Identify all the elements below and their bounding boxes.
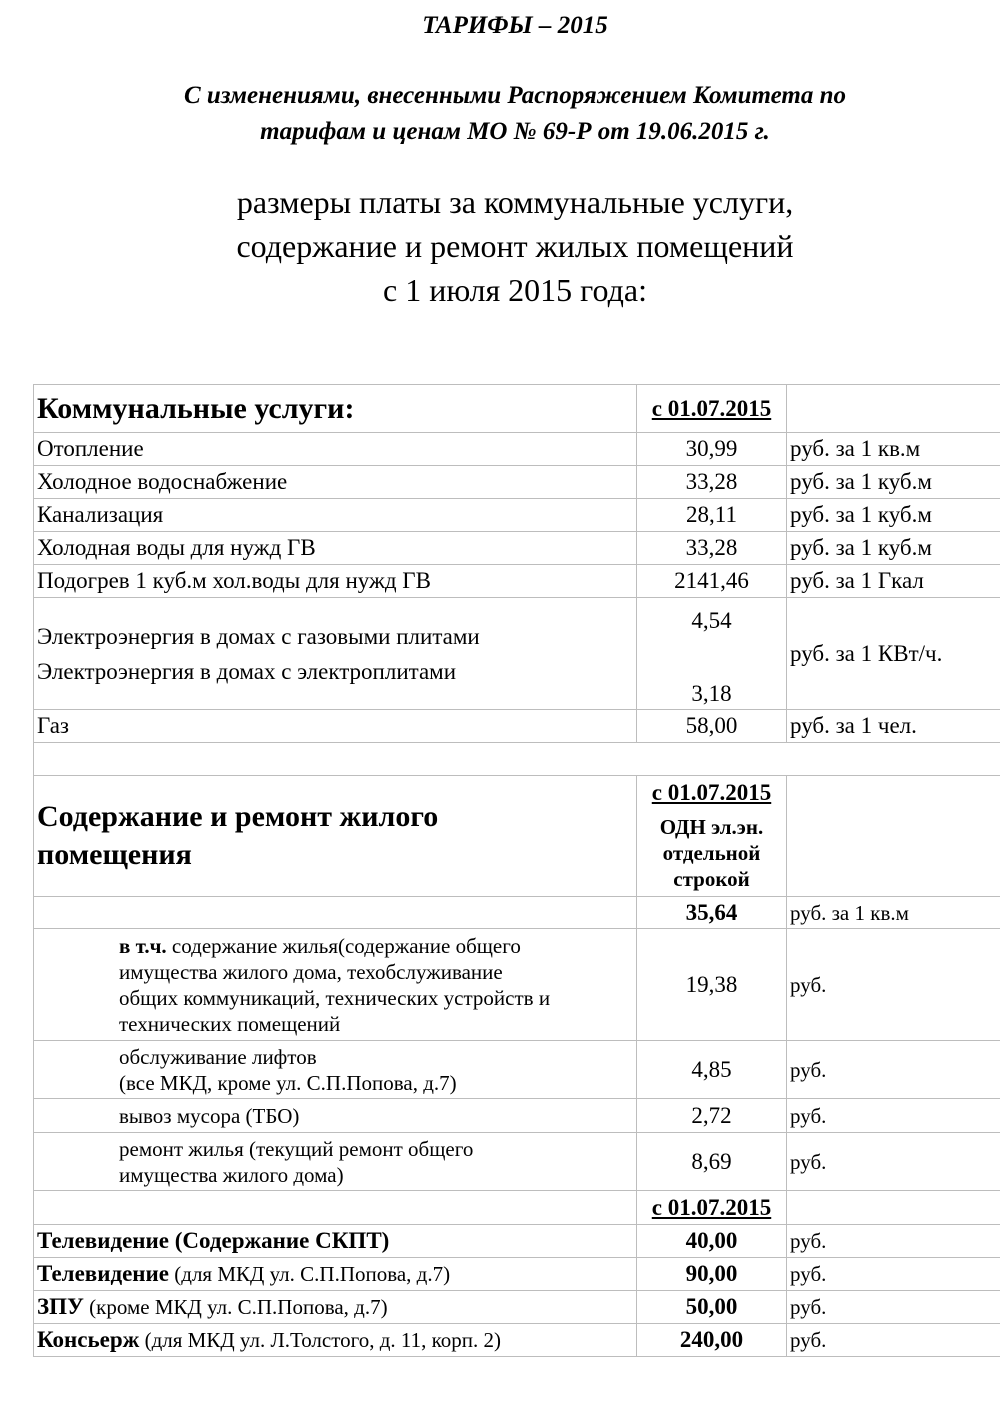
maintenance-item-unit: руб. (787, 1133, 1000, 1191)
service-unit: руб. за 1 куб.м (787, 466, 1000, 499)
service-value: 28,11 (637, 499, 787, 532)
maintenance-heading-line: Содержание и ремонт жилого (37, 800, 439, 833)
maintenance-total-unit: руб. за 1 кв.м (787, 897, 1000, 929)
table-row (34, 1324, 1000, 1357)
table-row (34, 1041, 1000, 1099)
electricity-gas-name: Электроэнергия в домах с газовыми плитами (37, 623, 480, 649)
utilities-header-row (34, 385, 1000, 433)
maintenance-heading (34, 776, 637, 897)
electricity-electric-value: 3,18 (691, 681, 732, 706)
maintenance-total-row (34, 897, 1000, 929)
utilities-heading: Коммунальные услуги: (34, 385, 637, 433)
subtitle-line: С изменениями, внесенными Распоряжением Комитета по (183, 82, 847, 109)
empty-cell (787, 776, 1000, 897)
maintenance-item-name (34, 1133, 637, 1191)
electricity-electric-name: Электроэнергия в домах с электроплитами (37, 658, 457, 684)
lead-line: размеры платы за коммунальные услуги, (236, 184, 794, 220)
extra-value: 40,00 (637, 1225, 787, 1258)
extra-unit: руб. (787, 1324, 1000, 1357)
extra-name: Консьерж (для МКД ул. Л.Толстого, д. 11, корп. 2) (34, 1324, 637, 1357)
service-name: Газ (34, 710, 637, 743)
service-name: Канализация (34, 499, 637, 532)
electricity-names (34, 598, 637, 710)
table-row (34, 1291, 1000, 1324)
odn-line: отдельной (662, 841, 761, 865)
odn-line: ОДН эл.эн. (659, 815, 764, 839)
subtitle (0, 78, 1000, 150)
maintenance-item-name (34, 929, 637, 1041)
maintenance-date: с 01.07.2015 (651, 780, 772, 805)
item-line: имущества жилого дома) (119, 1162, 344, 1187)
lead-line: содержание и ремонт жилых помещений (236, 228, 794, 264)
service-unit: руб. за 1 куб.м (787, 532, 1000, 565)
item-line: (все МКД, кроме ул. С.П.Попова, д.7) (119, 1070, 457, 1095)
electricity-unit: руб. за 1 КВт/ч. (787, 598, 1000, 710)
maintenance-item-value: 8,69 (637, 1133, 787, 1191)
extra-value: 240,00 (637, 1324, 787, 1357)
empty-cell (34, 743, 1000, 776)
maintenance-item-value: 2,72 (637, 1099, 787, 1133)
table-row (34, 710, 1000, 743)
item-line: ремонт жилья (текущий ремонт общего (119, 1136, 474, 1161)
service-unit: руб. за 1 Гкал (787, 565, 1000, 598)
item-prefix: в т.ч. (119, 933, 167, 958)
service-unit: руб. за 1 кв.м (787, 433, 1000, 466)
empty-cell (34, 1191, 637, 1225)
maintenance-item-unit: руб. (787, 1041, 1000, 1099)
item-line: содержание жилья(содержание общего (166, 933, 521, 958)
table-row (34, 1258, 1000, 1291)
tariffs-table (33, 384, 1000, 1357)
table-row (34, 1099, 1000, 1133)
lead-text (0, 180, 1000, 312)
subtitle-line: тарифам и ценам МО № 69-Р от 19.06.2015 г. (260, 118, 770, 145)
maintenance-item-name (34, 1041, 637, 1099)
service-value: 30,99 (637, 433, 787, 466)
extra-value: 90,00 (637, 1258, 787, 1291)
maintenance-item-value: 4,85 (637, 1041, 787, 1099)
table-row (34, 565, 1000, 598)
extra-unit: руб. (787, 1291, 1000, 1324)
table-row (34, 929, 1000, 1041)
table-row (34, 1225, 1000, 1258)
service-value: 2141,46 (637, 565, 787, 598)
empty-cell (787, 1191, 1000, 1225)
item-line: имущества жилого дома, техобслуживание (119, 959, 503, 984)
extra-unit: руб. (787, 1258, 1000, 1291)
maintenance-item-unit: руб. (787, 1099, 1000, 1133)
lead-line: с 1 июля 2015 года: (383, 272, 647, 308)
odn-line: строкой (673, 867, 750, 891)
maintenance-total-value: 35,64 (637, 897, 787, 929)
table-row (34, 433, 1000, 466)
extras-date: с 01.07.2015 (637, 1191, 787, 1225)
electricity-row (34, 598, 1000, 710)
maintenance-header-row (34, 776, 1000, 897)
electricity-gas-value: 4,54 (691, 608, 732, 633)
service-value: 33,28 (637, 466, 787, 499)
table-row (34, 499, 1000, 532)
page-title: ТАРИФЫ – 2015 (422, 12, 608, 39)
extra-name: Телевидение (Содержание СКПТ) (34, 1225, 637, 1258)
item-line: обслуживание лифтов (119, 1044, 317, 1069)
extra-unit: руб. (787, 1225, 1000, 1258)
electricity-values (637, 598, 787, 710)
maintenance-item-value: 19,38 (637, 929, 787, 1041)
spacer-row (34, 743, 1000, 776)
service-name: Подогрев 1 куб.м хол.воды для нужд ГВ (34, 565, 637, 598)
service-unit: руб. за 1 чел. (787, 710, 1000, 743)
item-line: общих коммуникаций, технических устройств и (119, 985, 551, 1010)
service-value: 33,28 (637, 532, 787, 565)
service-unit: руб. за 1 куб.м (787, 499, 1000, 532)
extra-value: 50,00 (637, 1291, 787, 1324)
utilities-date: с 01.07.2015 (637, 385, 787, 433)
table-row (34, 466, 1000, 499)
service-name: Отопление (34, 433, 637, 466)
table-row (34, 532, 1000, 565)
extra-name: Телевидение (для МКД ул. С.П.Попова, д.7) (34, 1258, 637, 1291)
maintenance-date-cell (637, 776, 787, 897)
maintenance-heading-line: помещения (37, 838, 192, 871)
item-line: технических помещений (119, 1011, 341, 1036)
service-value: 58,00 (637, 710, 787, 743)
extra-name: ЗПУ (кроме МКД ул. С.П.Попова, д.7) (34, 1291, 637, 1324)
service-name: Холодная воды для нужд ГВ (34, 532, 637, 565)
service-name: Холодное водоснабжение (34, 466, 637, 499)
table-row (34, 1133, 1000, 1191)
maintenance-item-unit: руб. (787, 929, 1000, 1041)
extras-header-row (34, 1191, 1000, 1225)
empty-cell (787, 385, 1000, 433)
empty-cell (34, 897, 637, 929)
maintenance-item-name: вывоз мусора (ТБО) (34, 1099, 637, 1133)
